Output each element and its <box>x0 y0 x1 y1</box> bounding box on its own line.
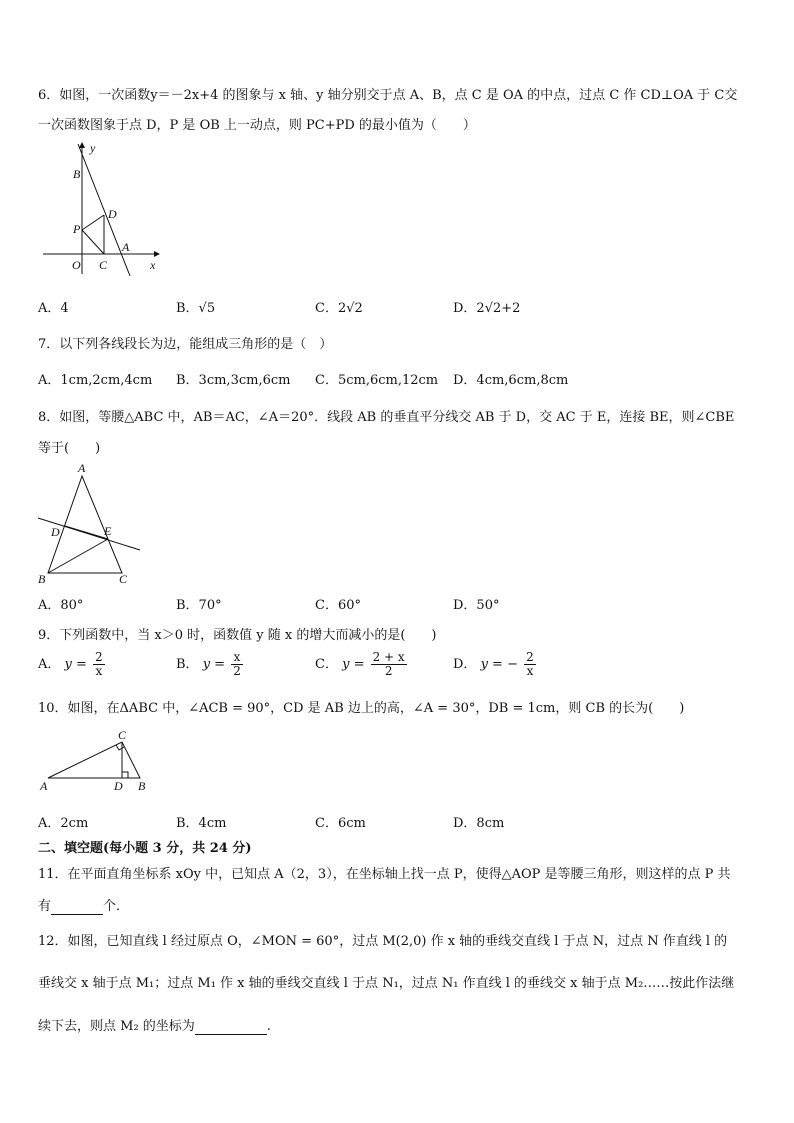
q10-label-A: A <box>40 779 48 793</box>
q11-line2-post: 个． <box>103 899 130 914</box>
q12-text-line2: 垂线交 x 轴于点 M₁；过点 M₁ 作 x 轴的垂线交直线 l 于点 N₁，过点 N₁ 作直线 l 的垂线交 x 轴于点 M₂……按此作法继 <box>38 976 735 991</box>
q9-option-a-fraction <box>93 651 105 678</box>
q10-option-d[interactable]: D．8cm <box>453 816 505 831</box>
q8-figure <box>36 458 146 588</box>
q9-text: 9．下列函数中，当 x＞0 时，函数值 y 随 x 的增大而减小的是( ) <box>38 628 437 643</box>
q6-label-C: C <box>99 258 108 272</box>
q9-option-d-den: x <box>526 664 534 678</box>
q9-option-d-fraction <box>524 651 536 678</box>
q8-option-b[interactable]: B．70° <box>176 598 222 613</box>
q9-option-c-den: 2 <box>384 664 393 678</box>
q7-option-c[interactable]: C．5cm,6cm,12cm <box>315 373 439 388</box>
q9-option-d-sign: − <box>507 657 518 672</box>
q7-text: 7．以下列各线段长为边，能组成三角形的是（ ） <box>38 337 333 352</box>
q8-label-D: D <box>51 525 60 539</box>
q6-text-line1: 6．如图，一次函数y＝－2x+4 的图象与 x 轴、y 轴分别交于点 A、B，点 C 是 OA 的中点，过点 C 作 CD⊥OA 于 C交 <box>38 88 738 103</box>
q11-answer-blank[interactable] <box>51 899 103 915</box>
q9-option-b-label: B． <box>176 657 199 672</box>
q6-label-O: O <box>72 258 81 272</box>
q9-option-a-lhs: y = <box>64 657 87 672</box>
q10-label-D: D <box>114 779 123 793</box>
q9-option-d-lhs: y = <box>480 657 503 672</box>
q8-label-C: C <box>119 572 128 586</box>
q11-line2-pre: 有 <box>38 899 52 914</box>
q9-option-c-lhs: y = <box>342 657 365 672</box>
q6-option-d[interactable]: D．2√2+2 <box>453 301 521 316</box>
q12-line3-pre: 续下去，则点 M₂ 的坐标为 <box>38 1019 195 1034</box>
q6-label-A: A <box>122 240 130 254</box>
q10-option-b[interactable]: B．4cm <box>176 816 227 831</box>
q7-option-a[interactable]: A．1cm,2cm,4cm <box>38 373 153 388</box>
q10-option-a[interactable]: A．2cm <box>38 816 89 831</box>
q9-option-d-num: 2 <box>526 650 534 664</box>
q10-option-c[interactable]: C．6cm <box>315 816 366 831</box>
q9-option-c-label: C． <box>315 657 338 672</box>
section2-title: 二、填空题(每小题 3 分，共 24 分) <box>38 841 252 856</box>
q6-option-a[interactable]: A．4 <box>38 301 69 316</box>
q10-label-C: C <box>118 728 127 742</box>
q6-label-B: B <box>73 167 81 181</box>
q6-label-D: D <box>108 207 117 221</box>
q6-label-x: x <box>150 258 156 272</box>
q9-option-b-lhs: y = <box>202 657 226 672</box>
q8-label-E: E <box>104 524 112 538</box>
q6-option-b[interactable]: B．√5 <box>176 301 216 316</box>
q8-text-line2: 等于( ) <box>38 441 101 456</box>
q9-option-d-label: D． <box>453 657 477 672</box>
q9-option-a-label: A． <box>38 657 61 672</box>
q11-text-line2 <box>38 895 129 915</box>
q10-label-B: B <box>138 779 146 793</box>
q12-answer-blank[interactable] <box>195 1019 267 1035</box>
q9-option-b[interactable] <box>176 651 245 678</box>
q10-text: 10．如图，在ΔABC 中，∠ACB = 90°，CD 是 AB 边上的高，∠A = 30°，DB = 1cm，则 CB 的长为( ) <box>38 701 685 716</box>
q9-option-c[interactable] <box>315 651 409 678</box>
q6-figure <box>38 138 168 278</box>
q9-option-a-den: x <box>95 664 103 678</box>
q9-option-a-num: 2 <box>95 650 103 664</box>
q12-line3-post: . <box>266 1019 271 1034</box>
q6-text-line2: 一次函数图象于点 D，P 是 OB 上一动点，则 PC+PD 的最小值为（ ） <box>38 118 476 133</box>
q9-option-c-num: 2 + x <box>372 650 405 664</box>
q12-text-line1: 12．如图，已知直线 l 经过原点 O，∠MON = 60°，过点 M(2,0) 作 x 轴的垂线交直线 l 于点 N，过点 N 作直线 l 的 <box>38 934 728 949</box>
q6-option-c[interactable]: C．2√2 <box>315 301 363 316</box>
q6-label-P: P <box>73 222 81 236</box>
q8-option-a[interactable]: A．80° <box>38 598 84 613</box>
q9-option-b-fraction <box>231 651 243 678</box>
q6-label-y: y <box>90 141 96 155</box>
q8-label-A: A <box>78 461 86 475</box>
q10-figure <box>36 726 166 796</box>
q8-option-d[interactable]: D．50° <box>453 598 500 613</box>
q11-text-line1: 11．在平面直角坐标系 xOy 中，已知点 A（2，3），在坐标轴上找一点 P，使得△AOP 是等腰三角形，则这样的点 P 共 <box>38 867 731 882</box>
q9-option-d[interactable] <box>453 651 538 678</box>
q9-option-a[interactable] <box>38 651 107 678</box>
q9-option-b-den: 2 <box>233 664 241 678</box>
q8-label-B: B <box>38 572 46 586</box>
q8-text-line1: 8．如图，等腰△ABC 中，AB＝AC，∠A＝20°．线段 AB 的垂直平分线交 AB 于 D，交 AC 于 E，连接 BE，则∠CBE <box>38 410 735 425</box>
q12-text-line3 <box>38 1015 271 1035</box>
q9-option-b-num: x <box>231 651 243 665</box>
q8-option-c[interactable]: C．60° <box>315 598 361 613</box>
q9-option-c-fraction <box>371 651 407 678</box>
q7-option-b[interactable]: B．3cm,3cm,6cm <box>176 373 291 388</box>
q7-option-d[interactable]: D．4cm,6cm,8cm <box>453 373 569 388</box>
